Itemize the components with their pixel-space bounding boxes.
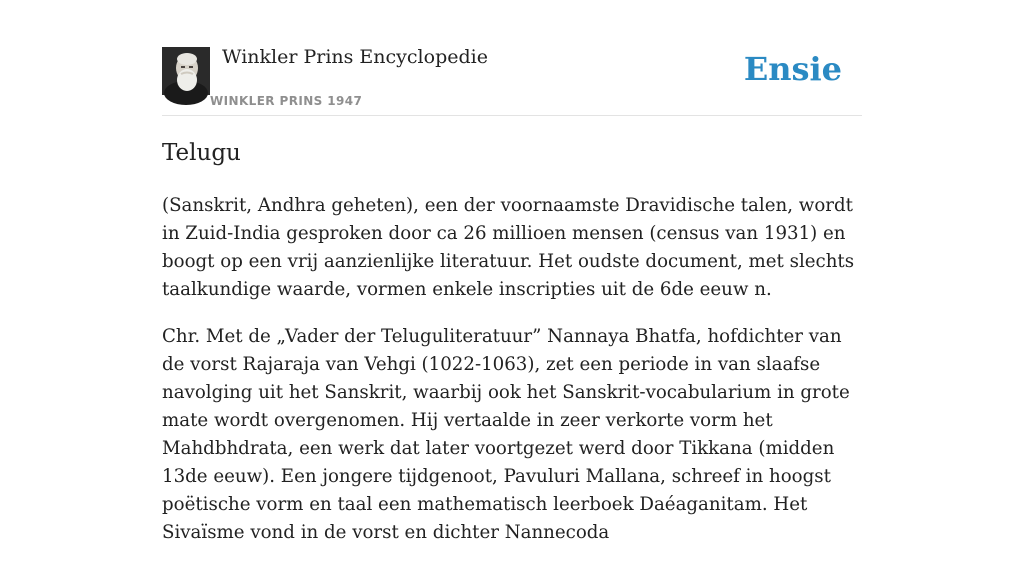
avatar[interactable]	[162, 47, 210, 95]
site-subtitle: WINKLER PRINS 1947	[210, 94, 363, 108]
article-body	[162, 192, 862, 566]
site-name[interactable]: Winkler Prins Encyclopedie	[222, 46, 488, 68]
article-paragraph: (Sanskrit, Andhra geheten), een der voornaamste Dravidische talen, wordt in Zuid-India gesproken door ca 26 millioen mensen (census van 1931) en boogt op een vrij aanzienlijke literatuur. Het oudste document, met slechts taalkundige waarde, vormen enkele inscripties uit de 6de eeuw n.	[162, 195, 855, 300]
content-container	[162, 0, 862, 543]
article-paragraph: Chr. Met de „Vader der Teluguliteratuur” Nannaya Bhatfa, hofdichter van de vorst Rajaraja van Vehgi (1022-1063), zet een periode in van slaafse navolging uit het Sanskrit, waarbij ook het Sanskrit-vocabularium in grote mate wordt overgenomen. Hij vertaalde in zeer verkorte vorm het Mahdbhdrata, een werk dat later voortgezet werd door Tikkana (midden 13de eeuw). Een jongere tijdgenoot, Pavuluri Mallana, schreef in hoogst poëtische vorm en taal een mathematisch leerboek Daéaganitam. Het Sivaïsme vond in de vorst en dichter Nannecoda	[162, 326, 850, 543]
page-title: Telugu	[162, 140, 241, 166]
bearded-man-portrait-icon	[162, 47, 210, 95]
brand-logo[interactable]: Ensie	[743, 50, 842, 88]
site-header	[162, 0, 862, 116]
